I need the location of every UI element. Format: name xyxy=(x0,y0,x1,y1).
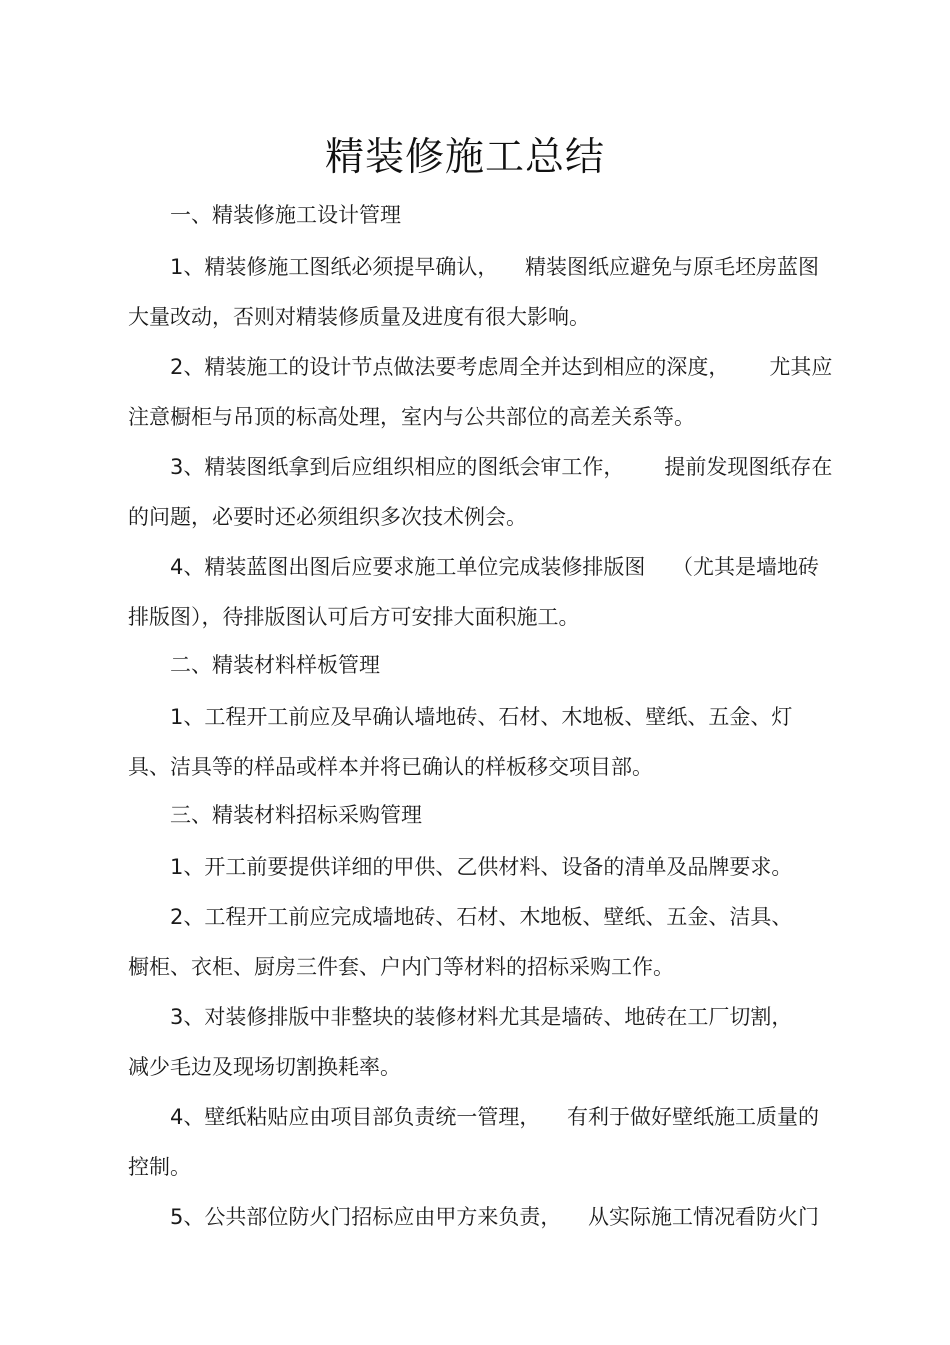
section-heading-samples: 二、精装材料样板管理 xyxy=(170,653,380,677)
paragraph-line: 注意橱柜与吊顶的标高处理，室内与公共部位的高差关系等。 xyxy=(128,405,695,429)
paragraph-line: 的问题，必要时还必须组织多次技术例会。 xyxy=(128,505,527,529)
paragraph-line: 3、对装修排版中非整块的装修材料尤其是墙砖、地砖在工厂切割， xyxy=(170,1005,793,1029)
section-heading-design: 一、精装修施工设计管理 xyxy=(170,203,401,227)
paragraph-line: 2、精装施工的设计节点做法要考虑周全并达到相应的深度， 尤其应 xyxy=(170,355,833,379)
section-heading-procurement: 三、精装材料招标采购管理 xyxy=(170,803,422,827)
page-title: 精装修施工总结 xyxy=(324,135,605,180)
paragraph-line: 2、工程开工前应完成墙地砖、石材、木地板、壁纸、五金、洁具、 xyxy=(170,905,793,929)
paragraph-line: 减少毛边及现场切割换耗率。 xyxy=(128,1055,401,1079)
paragraph-line: 4、壁纸粘贴应由项目部负责统一管理， 有利于做好壁纸施工质量的 xyxy=(170,1105,820,1129)
paragraph-line: 橱柜、衣柜、厨房三件套、户内门等材料的招标采购工作。 xyxy=(128,955,674,979)
paragraph-line: 1、精装修施工图纸必须提早确认， 精装图纸应避免与原毛坯房蓝图 xyxy=(170,255,820,279)
paragraph-line: 大量改动，否则对精装修质量及进度有很大影响。 xyxy=(128,305,590,329)
paragraph-line: 控制。 xyxy=(128,1155,191,1179)
paragraph-line: 5、公共部位防火门招标应由甲方来负责， 从实际施工情况看防火门 xyxy=(170,1205,820,1229)
paragraph-line: 排版图），待排版图认可后方可安排大面积施工。 xyxy=(128,605,580,629)
paragraph-line: 3、精装图纸拿到后应组织相应的图纸会审工作， 提前发现图纸存在 xyxy=(170,455,833,479)
paragraph-line: 4、精装蓝图出图后应要求施工单位完成装修排版图 （尤其是墙地砖 xyxy=(170,555,820,579)
paragraph-line: 具、洁具等的样品或样本并将已确认的样板移交项目部。 xyxy=(128,755,653,779)
paragraph-line: 1、工程开工前应及早确认墙地砖、石材、木地板、壁纸、五金、灯 xyxy=(170,705,793,729)
paragraph-line: 1、开工前要提供详细的甲供、乙供材料、设备的清单及品牌要求。 xyxy=(170,855,793,879)
